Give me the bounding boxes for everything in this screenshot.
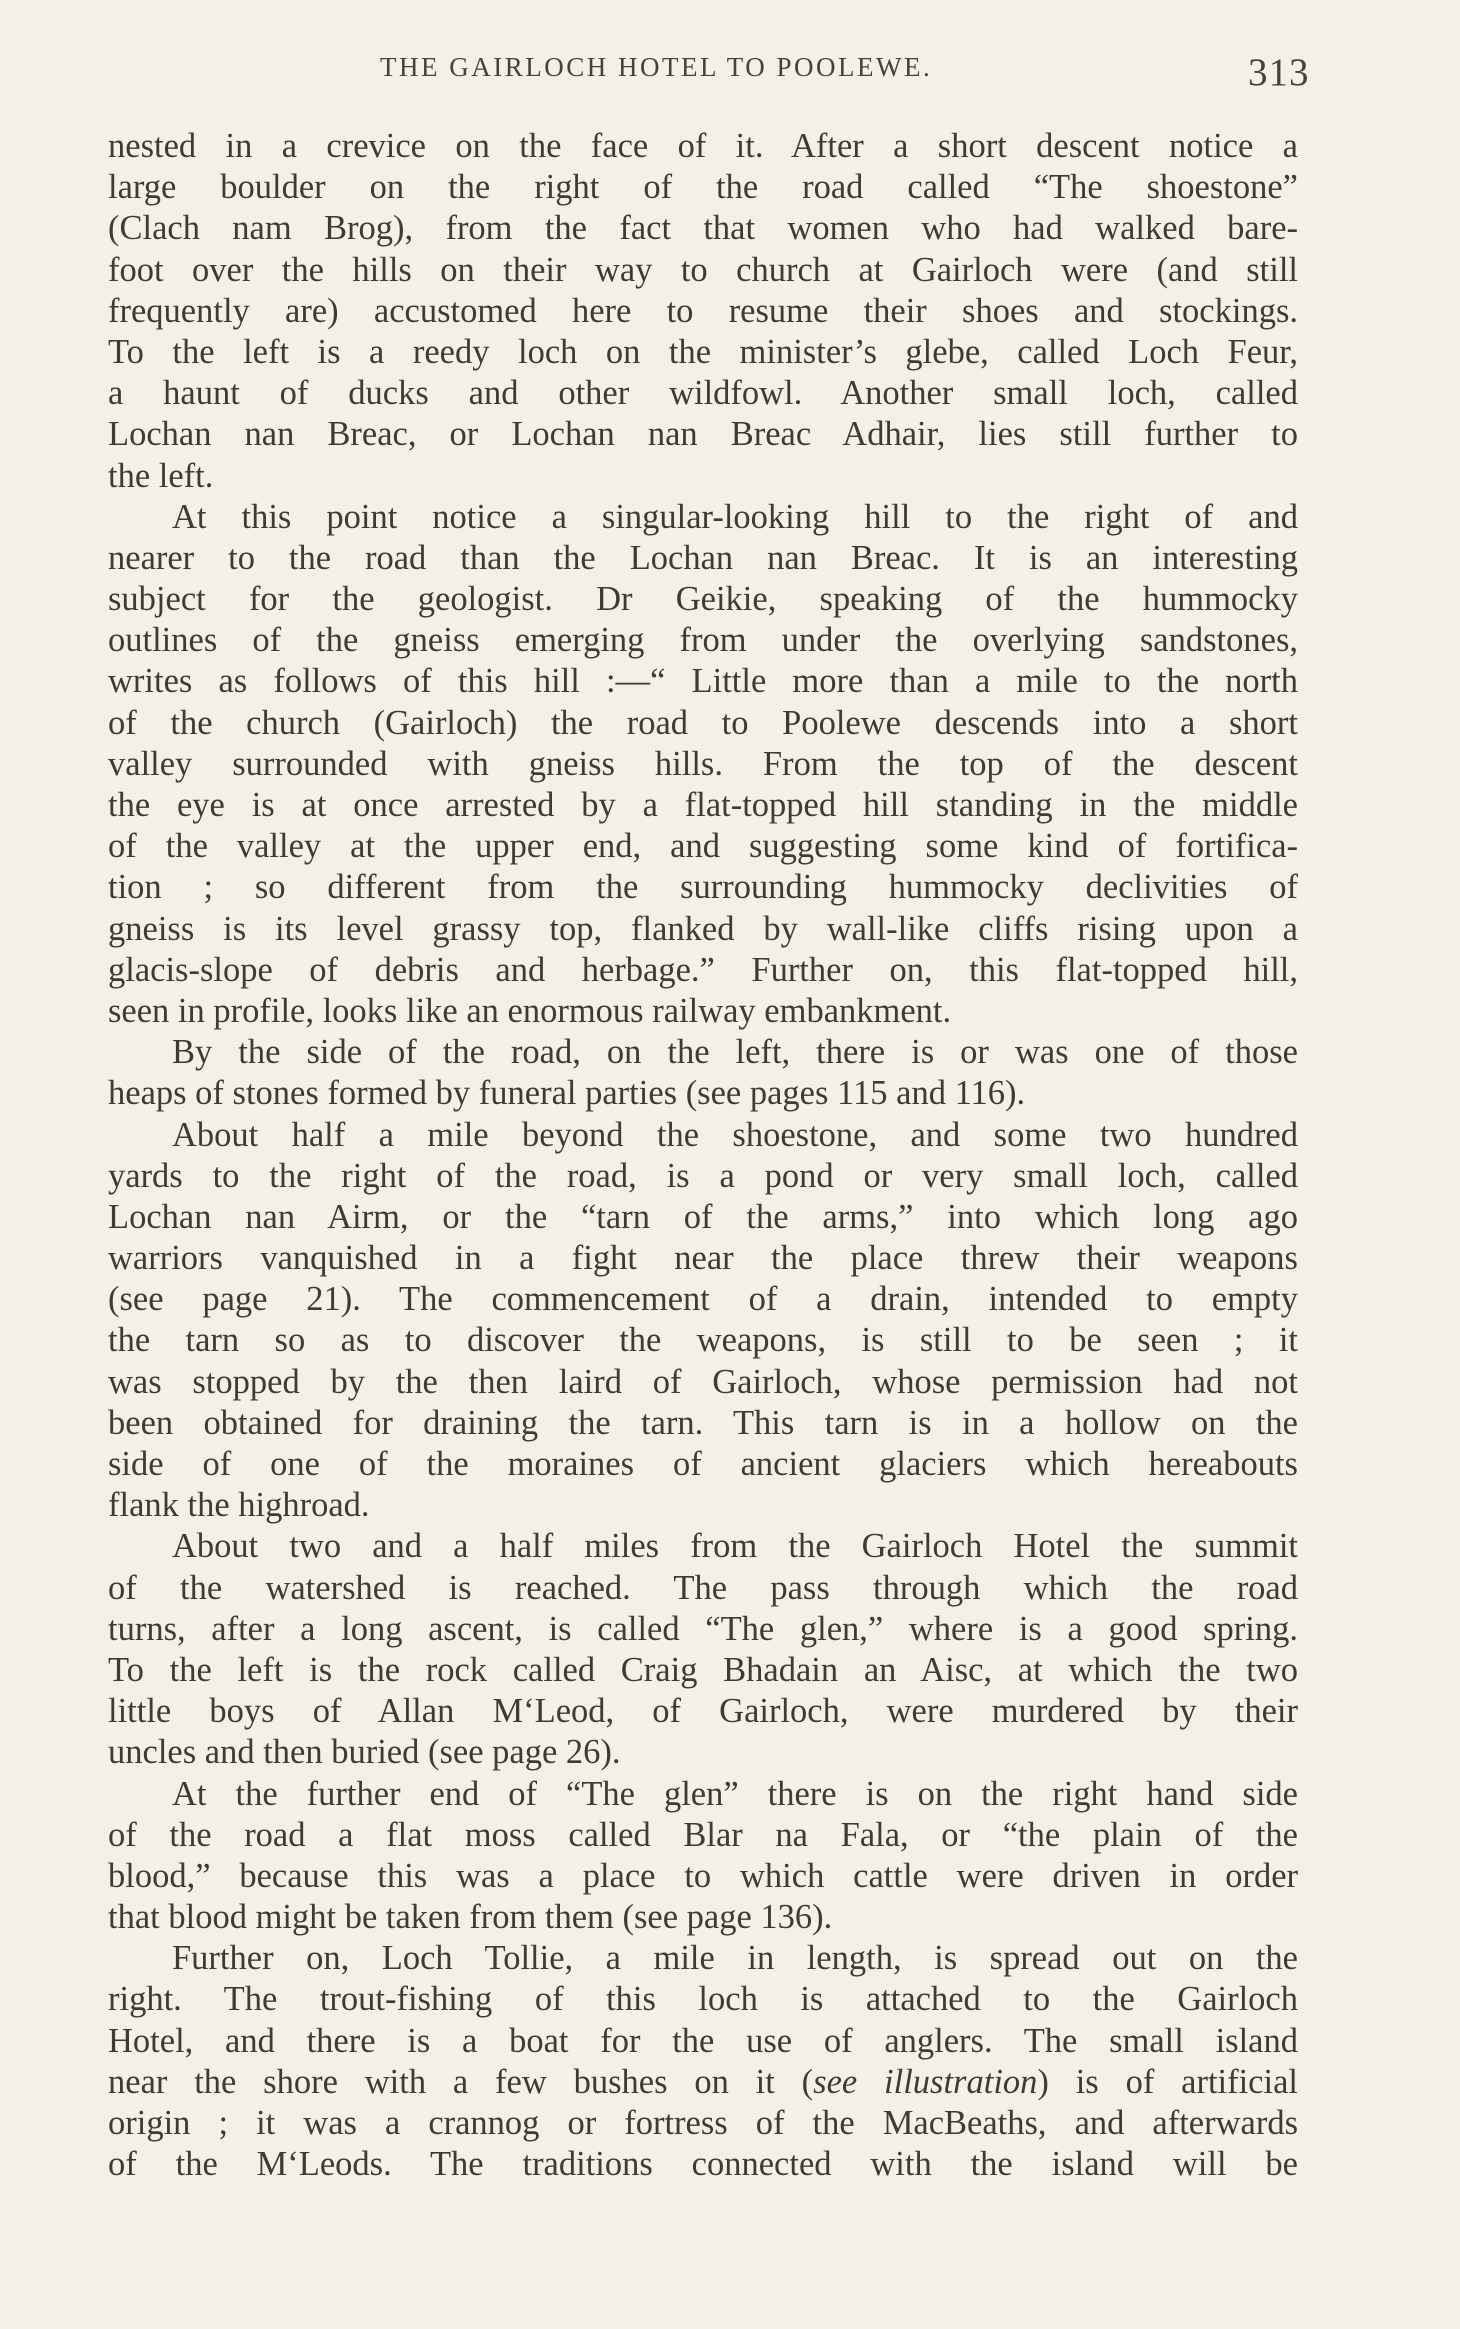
italic-reference: see illustration [813,2062,1038,2101]
text-line: seen in profile, looks like an enormous railway embankment. [108,991,952,1030]
text-line: Lochan nan Airm, or the “tarn of the arms,” into which long ago [108,1197,1298,1236]
text-line: side of one of the moraines of ancient glaciers which hereabouts [108,1445,1298,1483]
text-line: of the church (Gairloch) the road to Poolewe descends into a short [108,703,1298,742]
text-line: About two and a half miles from the Gairloch Hotel the summit [172,1527,1298,1566]
text-line: tion ; so different from the surrounding hummocky declivities of [108,868,1298,907]
text-line: that blood might be taken from them (see page 136). [108,1898,833,1937]
text-line: gneiss is its level grassy top, flanked by wall-like cliffs rising upon a [108,909,1298,948]
text-line: turns, after a long ascent, is called “The glen,” where is a good spring. [108,1609,1298,1648]
text-line: flank the highroad. [108,1486,370,1525]
body-text [108,126,1298,2185]
text-line: writes as follows of this hill :—“ Little more than a mile to the north [108,662,1298,701]
text-run: ) is of artificial [1037,2062,1298,2101]
text-line: origin ; it was a crannog or fortress of the MacBeaths, and afterwards [108,2104,1298,2142]
text-line: nested in a crevice on the face of it. After a short descent notice a [108,127,1298,165]
text-run: near the shore with a few bushes on it ( [108,2062,814,2101]
text-line: of the valley at the upper end, and suggesting some kind of fortifica- [108,827,1298,866]
text-line: of the M‘Leods. The traditions connected with the island will be [108,2145,1298,2184]
text-line: blood,” because this was a place to which cattle were driven in order [108,1856,1298,1895]
text-line: nearer to the road than the Lochan nan Breac. It is an interesting [108,538,1298,577]
text-line: of the road a flat moss called Blar na Fala, or “the plain of the [108,1815,1298,1854]
text-line: uncles and then buried (see page 26). [108,1733,621,1772]
text-line: little boys of Allan M‘Leod, of Gairloch, were murdered by their [108,1692,1298,1731]
text-line: Hotel, and there is a boat for the use of anglers. The small island [108,2021,1298,2060]
text-line: subject for the geologist. Dr Geikie, speaking of the hummocky [108,580,1298,619]
text-line: By the side of the road, on the left, there is or was one of those [172,1033,1298,1072]
text-line: At the further end of “The glen” there is on the right hand side [172,1774,1298,1813]
text-line: the tarn so as to discover the weapons, is still to be seen ; it [108,1321,1298,1360]
text-line: (Clach nam Brog), from the fact that women who had walked bare- [108,209,1298,248]
text-line [108,2062,1298,2103]
page-number: 313 [1248,51,1310,94]
text-line: valley surrounded with gneiss hills. From the top of the descent [108,744,1298,783]
text-line: been obtained for draining the tarn. This tarn is in a hollow on the [108,1403,1298,1442]
text-line: right. The trout-fishing of this loch is attached to the Gairloch [108,1980,1298,2019]
text-line: yards to the right of the road, is a pond or very small loch, called [108,1156,1298,1195]
text-line: (see page 21). The commencement of a drain, intended to empty [108,1280,1298,1319]
text-line: At this point notice a singular-looking hill to the right of and [172,497,1298,536]
text-line: of the watershed is reached. The pass through which the road [108,1568,1298,1607]
text-line: To the left is the rock called Craig Bhadain an Aisc, at which the two [108,1650,1298,1689]
text-line: To the left is a reedy loch on the minister’s glebe, called Loch Feur, [108,332,1298,371]
text-line: warriors vanquished in a fight near the place threw their weapons [108,1239,1298,1278]
text-line: outlines of the gneiss emerging from under the overlying sandstones, [108,621,1298,660]
text-line: Further on, Loch Tollie, a mile in length, is spread out on the [172,1939,1298,1978]
text-line: foot over the hills on their way to church at Gairloch were (and still [108,250,1298,289]
text-line: was stopped by the then laird of Gairloch, whose permission had not [108,1362,1298,1401]
text-line: frequently are) accustomed here to resume their shoes and stockings. [108,291,1298,330]
text-line: heaps of stones formed by funeral parties (see pages 115 and 116). [108,1074,1026,1113]
text-line: a haunt of ducks and other wildfowl. Another small loch, called [108,374,1298,413]
text-line: glacis-slope of debris and herbage.” Further on, this flat-topped hill, [108,950,1298,989]
running-head: THE GAIRLOCH HOTEL TO POOLEWE. [380,52,933,82]
text-line: About half a mile beyond the shoestone, and some two hundred [172,1115,1298,1154]
text-line: large boulder on the right of the road called “The shoestone” [108,168,1298,207]
text-line: Lochan nan Breac, or Lochan nan Breac Adhair, lies still further to [108,415,1298,454]
text-line: the left. [108,456,214,495]
text-line: the eye is at once arrested by a flat-topped hill standing in the middle [108,786,1298,824]
